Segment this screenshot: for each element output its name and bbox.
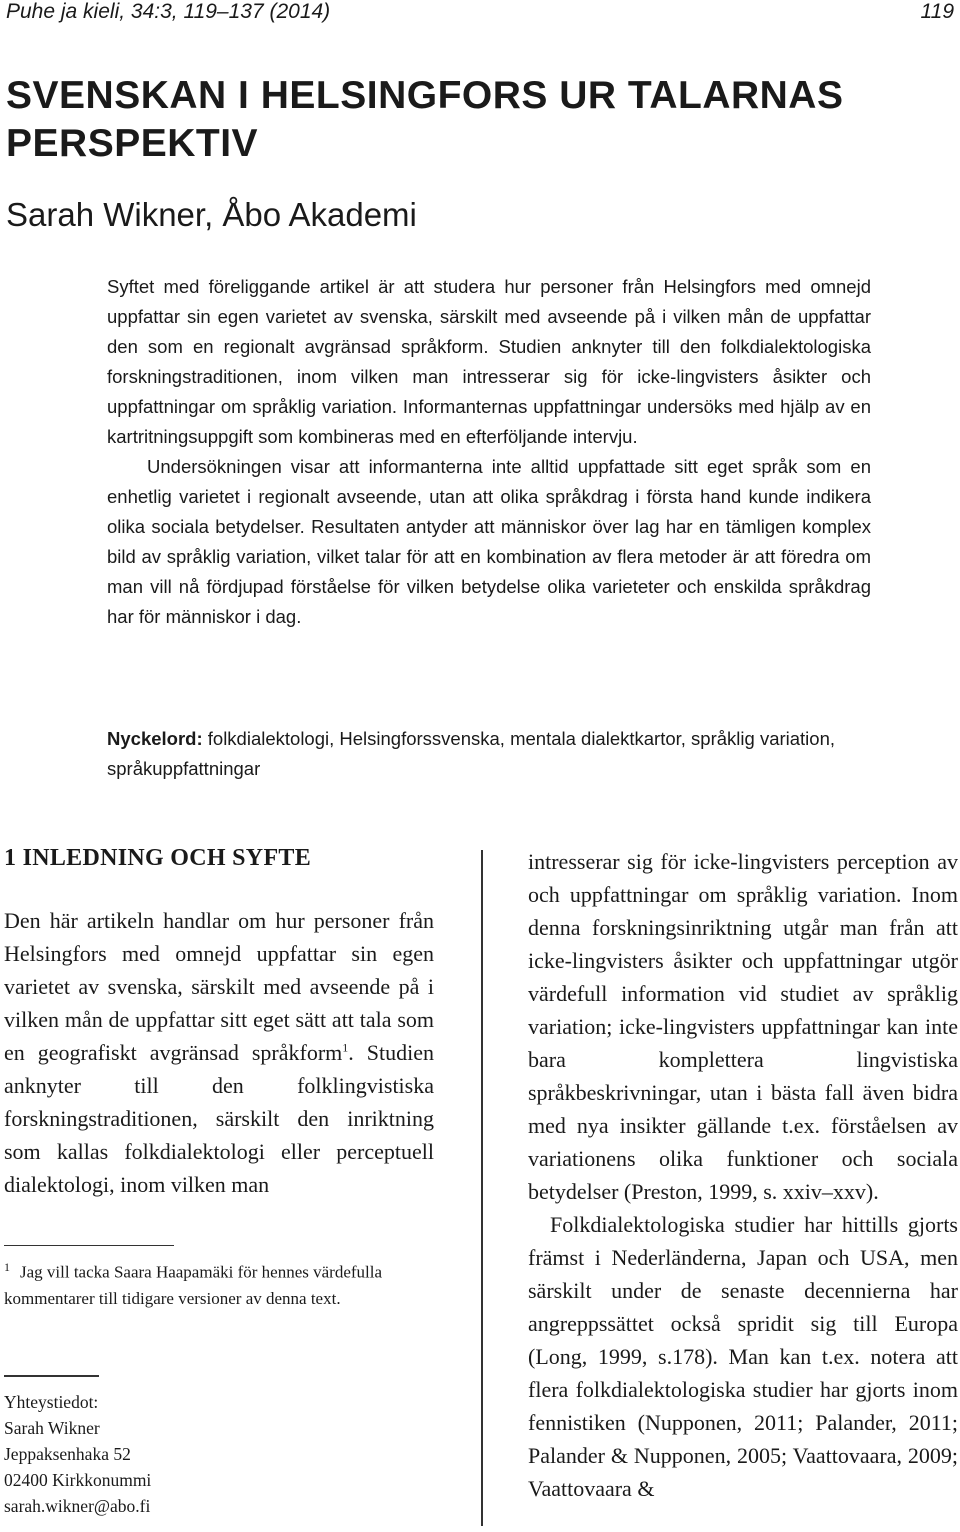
contact-email[interactable]: sarah.wikner@abo.fi xyxy=(4,1495,151,1516)
abstract-paragraph: Undersökningen visar att informanterna inte alltid uppfattade sitt eget språk som en enhetlig varietet i regionalt avseende, utan att olika språkdrag i första hand kunde indikera olika sociala betydelser. Resultaten antyder att människor över lag har en tämligen komplex bild av språklig variation, vilket talar för att en kombination av flera metoder är att föredra om man vill nå fördjupad förståelse för vilken betydelse olika varieteter och enskilda språkdrag har för människor i dag. xyxy=(107,456,871,627)
left-column xyxy=(4,845,434,1312)
page-number: 119 xyxy=(920,0,954,23)
section-heading: 1 INLEDNING OCH SYFTE xyxy=(4,845,312,871)
contact-name: Sarah Wikner xyxy=(4,1417,100,1438)
running-head xyxy=(6,0,954,26)
journal-citation: Puhe ja kieli, 34:3, 119–137 (2014) xyxy=(6,0,331,23)
abstract-paragraph: Syftet med föreliggande artikel är att studera hur personer från Helsingfors med omnejd uppfattar sin egen varietet av svenska, särskilt med avseende på i vilken mån de uppfattar den som en regionalt avgränsad språkform. Studien anknyter till den folkdialektologiska forskningstraditionen, inom vilken man intresserar sig för icke-lingvisters åsikter och uppfattningar om språklig variation. Informanternas uppfattningar undersöks med hjälp av en kartritningsuppgift som kombineras med en efterföljande intervju. xyxy=(107,276,871,447)
footnote-number: 1 xyxy=(4,1260,10,1274)
body-paragraph: intresserar sig för icke-lingvisters perception av och uppfattningar om språklig variation. Inom denna forskningsinriktning utgår man från att icke-lingvisters åsikter och uppfattningar utgör värdefull information vid studiet av språklig variation; icke-lingvisters uppfattningar kan inte bara komplettera lingvistiska språkbeskrivningar, utan i bästa fall även bidra med nya insikter gällande t.ex. förståelsen av variationens olika funktioner och sociala betydelser (Preston, 1999, s. xxiv–xxv). xyxy=(528,849,958,1204)
keywords-label: Nyckelord: xyxy=(107,728,203,749)
keywords-text: folkdialektologi, Helsingforssvenska, mentala dialektkartor, språklig variation, språkuppfattningar xyxy=(107,728,836,779)
contact-city: 02400 Kirkkonummi xyxy=(4,1469,152,1490)
right-column xyxy=(528,845,958,1505)
footnote-text: Jag vill tacka Saara Haapamäki för hennes värdefulla kommentarer till tidigare versioner av denna text. xyxy=(4,1262,383,1308)
body-text-part: Den här artikeln handlar om hur personer från Helsingfors med omnejd uppfattar sin egen varietet av svenska, särskilt med avseende på i vilken mån de uppfattar sitt eget sätt att tala som en geografiskt avgränsad språkform xyxy=(4,908,434,1065)
contact-divider xyxy=(4,1375,99,1377)
article-author: Sarah Wikner, Åbo Akademi xyxy=(6,196,417,233)
body-paragraph: Folkdialektologiska studier har hittills gjorts främst i Nederländerna, Japan och USA, men särskilt under de senaste decennierna har angreppssättet också spridit sig till Europa (Long, 1999, s.178). Man kan t.ex. notera att flera folkdialektologiska studier har gjorts inom fennistiken (Nupponen, 2011; Palander, 2011; Palander & Nupponen, 2005; Vaattovaara, 2009; Vaattovaara & xyxy=(528,1212,958,1501)
column-divider xyxy=(481,850,483,1526)
article-title: SVENSKAN I HELSINGFORS UR TALARNAS PERSPEKTIV xyxy=(6,74,844,165)
footnote-reference[interactable]: 1 xyxy=(342,1040,349,1055)
contact-block xyxy=(4,1375,304,1519)
keywords xyxy=(107,724,871,784)
contact-label: Yhteystiedot: xyxy=(4,1391,99,1412)
footnote xyxy=(4,1254,434,1312)
body-text-part: . Studien anknyter till den folklingvistiska forskningstraditionen, särskilt den inriktning som kallas folkdialektologi eller perceptuell dialektologi, inom vilken man xyxy=(4,1040,434,1197)
contact-street: Jeppaksenhaka 52 xyxy=(4,1443,131,1464)
footnote-divider xyxy=(4,1245,174,1246)
abstract xyxy=(107,272,871,632)
body-paragraph xyxy=(4,904,434,1201)
